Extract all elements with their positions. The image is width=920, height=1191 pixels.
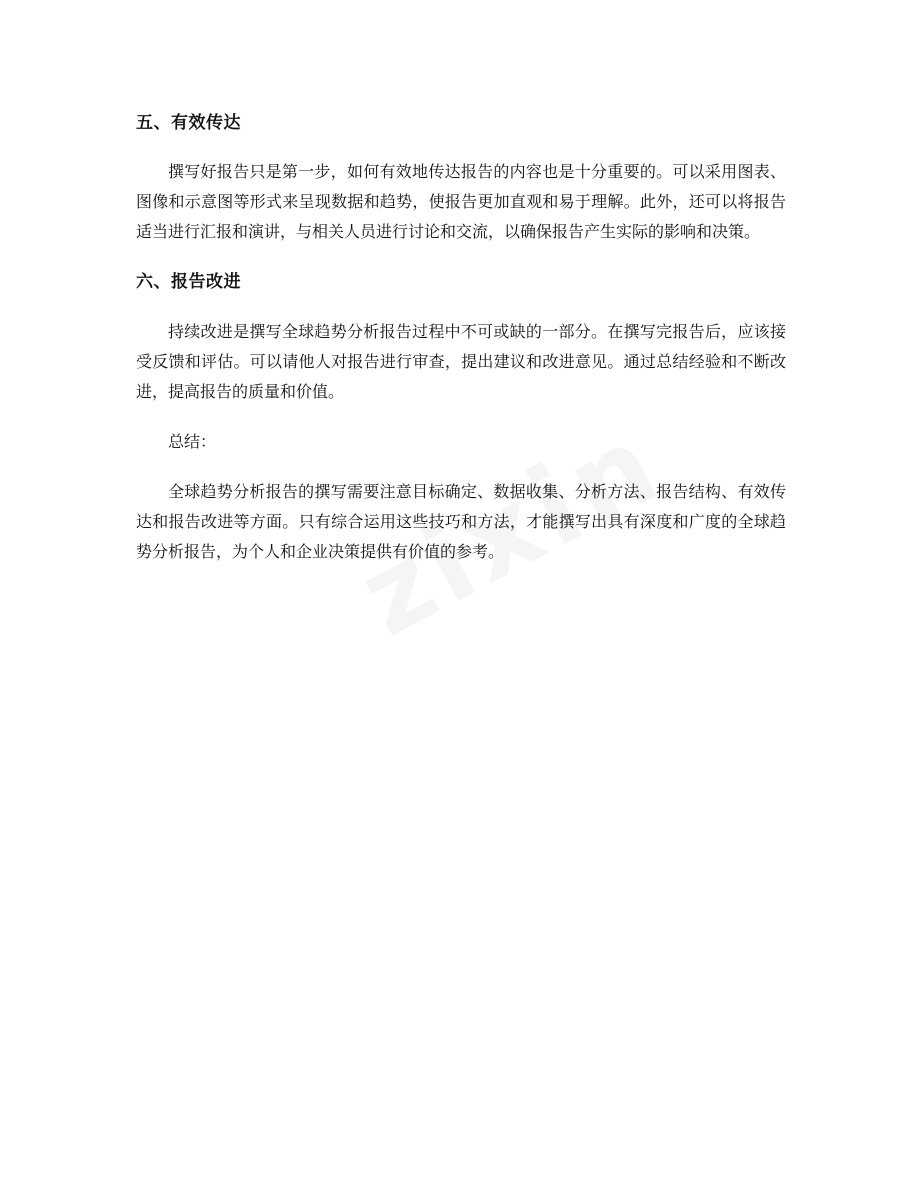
paragraph-summary: 全球趋势分析报告的撰写需要注意目标确定、数据收集、分析方法、报告结构、有效传达和报告改进等方面。只有综合运用这些技巧和方法，才能撰写出具有深度和广度的全球趋势分析报告，为个人和企业决策提供有价值的参考。 — [136, 482, 786, 561]
section-heading-report-improvement: 六、报告改进 — [136, 272, 241, 292]
summary-label: 总结： — [168, 432, 217, 451]
paragraph-effective-communication: 撰写好报告只是第一步，如何有效地传达报告的内容也是十分重要的。可以采用图表、图像和示意图等形式来呈现数据和趋势，使报告更加直观和易于理解。此外，还可以将报告适当进行汇报和演讲，与相关人员进行讨论和交流，以确保报告产生实际的影响和决策。 — [136, 162, 786, 241]
section-heading-effective-communication: 五、有效传达 — [136, 113, 241, 133]
document-body — [136, 108, 786, 567]
paragraph-report-improvement: 持续改进是撰写全球趋势分析报告过程中不可或缺的一部分。在撰写完报告后，应该接受反馈和评估。可以请他人对报告进行审查，提出建议和改进意见。通过总结经验和不断改进，提高报告的质量和价值。 — [136, 322, 786, 401]
